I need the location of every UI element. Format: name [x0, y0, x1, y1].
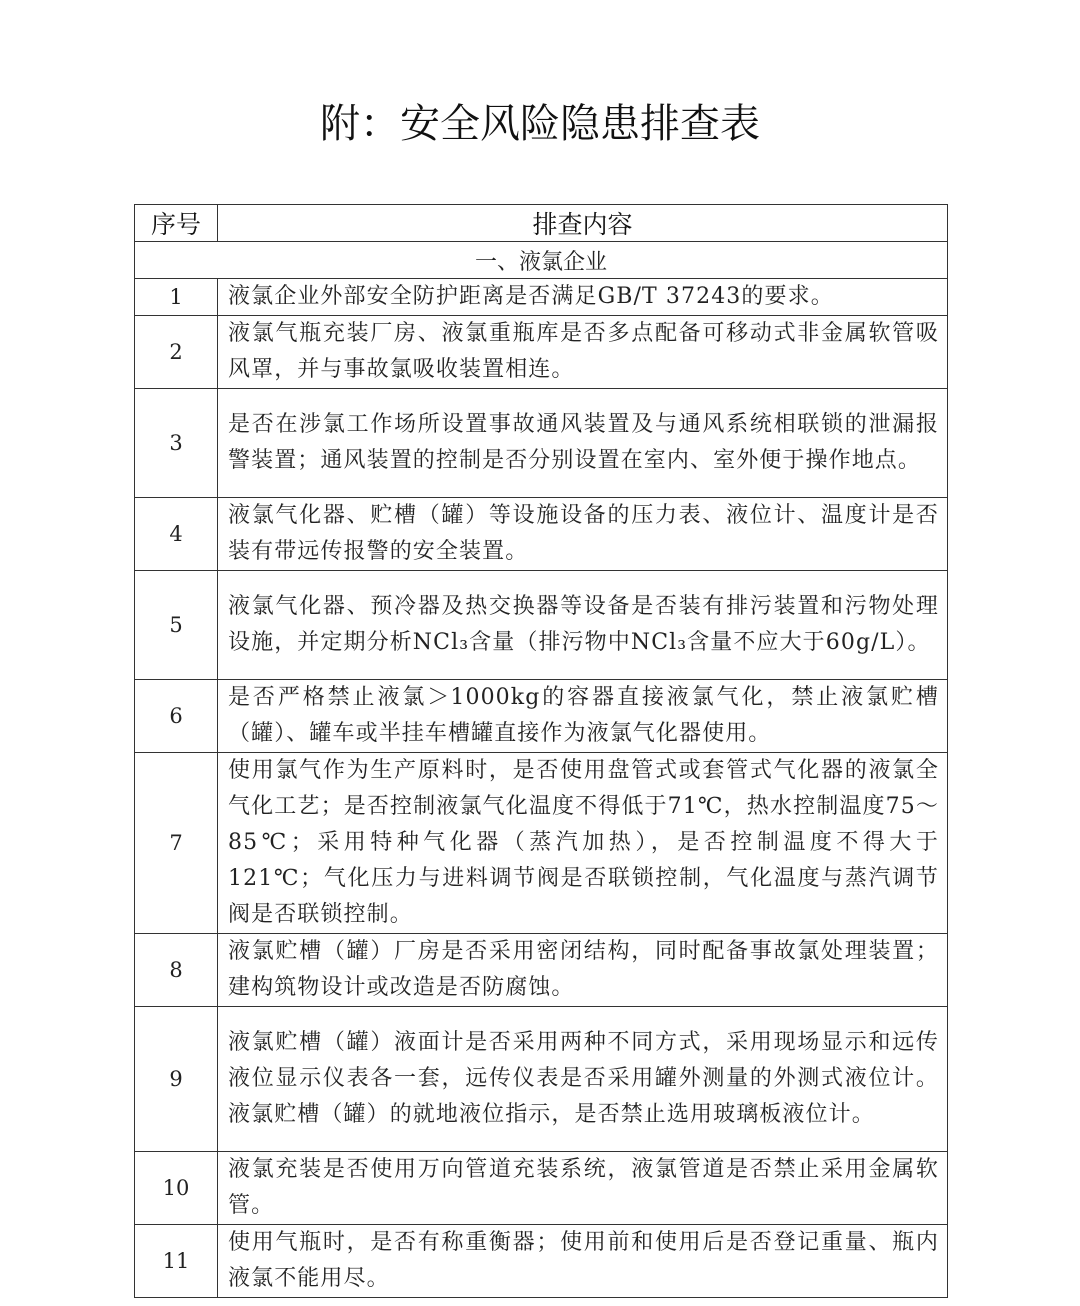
row-content: 使用氯气作为生产原料时，是否使用盘管式或套管式气化器的液氯全气化工艺；是否控制液氯气化温度不得低于71℃，热水控制温度75～85℃；采用特种气化器（蒸汽加热），是否控制温度不得大于121℃；气化压力与进料调节阀是否联锁控制，气化温度与蒸汽调节阀是否联锁控制。: [218, 753, 948, 934]
hazard-checklist-table: [134, 204, 948, 1298]
row-content: 液氯气化器、预冷器及热交换器等设备是否装有排污装置和污物处理设施，并定期分析NCl₃含量（排污物中NCl₃含量不应大于60g/L）。: [218, 571, 948, 680]
row-content: 液氯企业外部安全防护距离是否满足GB/T 37243的要求。: [218, 279, 948, 316]
table-header-row: [135, 205, 948, 242]
row-content: 液氯贮槽（罐）厂房是否采用密闭结构，同时配备事故氯处理装置；建构筑物设计或改造是否防腐蚀。: [218, 934, 948, 1007]
table-row: [135, 753, 948, 934]
section-row: [135, 242, 948, 279]
header-check-content: 排查内容: [218, 205, 948, 242]
row-number: 7: [135, 753, 218, 934]
row-number: 6: [135, 680, 218, 753]
row-content: 使用气瓶时，是否有称重衡器；使用前和使用后是否登记重量、瓶内液氯不能用尽。: [218, 1225, 948, 1298]
table-row: [135, 680, 948, 753]
row-number: 1: [135, 279, 218, 316]
row-number: 10: [135, 1152, 218, 1225]
section-title: 一、液氯企业: [135, 242, 948, 279]
table-row: [135, 316, 948, 389]
table-row: [135, 934, 948, 1007]
header-serial-number: 序号: [135, 205, 218, 242]
table-row: [135, 279, 948, 316]
row-content: 是否严格禁止液氯＞1000kg的容器直接液氯气化，禁止液氯贮槽（罐）、罐车或半挂车槽罐直接作为液氯气化器使用。: [218, 680, 948, 753]
row-number: 9: [135, 1007, 218, 1152]
row-content: 液氯贮槽（罐）液面计是否采用两种不同方式，采用现场显示和远传液位显示仪表各一套，远传仪表是否采用罐外测量的外测式液位计。液氯贮槽（罐）的就地液位指示，是否禁止选用玻璃板液位计。: [218, 1007, 948, 1152]
row-number: 3: [135, 389, 218, 498]
row-content: 液氯充装是否使用万向管道充装系统，液氯管道是否禁止采用金属软管。: [218, 1152, 948, 1225]
row-content: 是否在涉氯工作场所设置事故通风装置及与通风系统相联锁的泄漏报警装置；通风装置的控制是否分别设置在室内、室外便于操作地点。: [218, 389, 948, 498]
row-number: 5: [135, 571, 218, 680]
table-row: [135, 571, 948, 680]
table-row: [135, 1007, 948, 1152]
row-number: 2: [135, 316, 218, 389]
row-content: 液氯气瓶充装厂房、液氯重瓶库是否多点配备可移动式非金属软管吸风罩，并与事故氯吸收装置相连。: [218, 316, 948, 389]
row-number: 11: [135, 1225, 218, 1298]
row-number: 8: [135, 934, 218, 1007]
table-row: [135, 498, 948, 571]
row-content: 液氯气化器、贮槽（罐）等设施设备的压力表、液位计、温度计是否装有带远传报警的安全装置。: [218, 498, 948, 571]
table-row: [135, 1152, 948, 1225]
table-row: [135, 389, 948, 498]
row-number: 4: [135, 498, 218, 571]
page-title: 附：安全风险隐患排查表: [320, 101, 760, 147]
table-row: [135, 1225, 948, 1298]
